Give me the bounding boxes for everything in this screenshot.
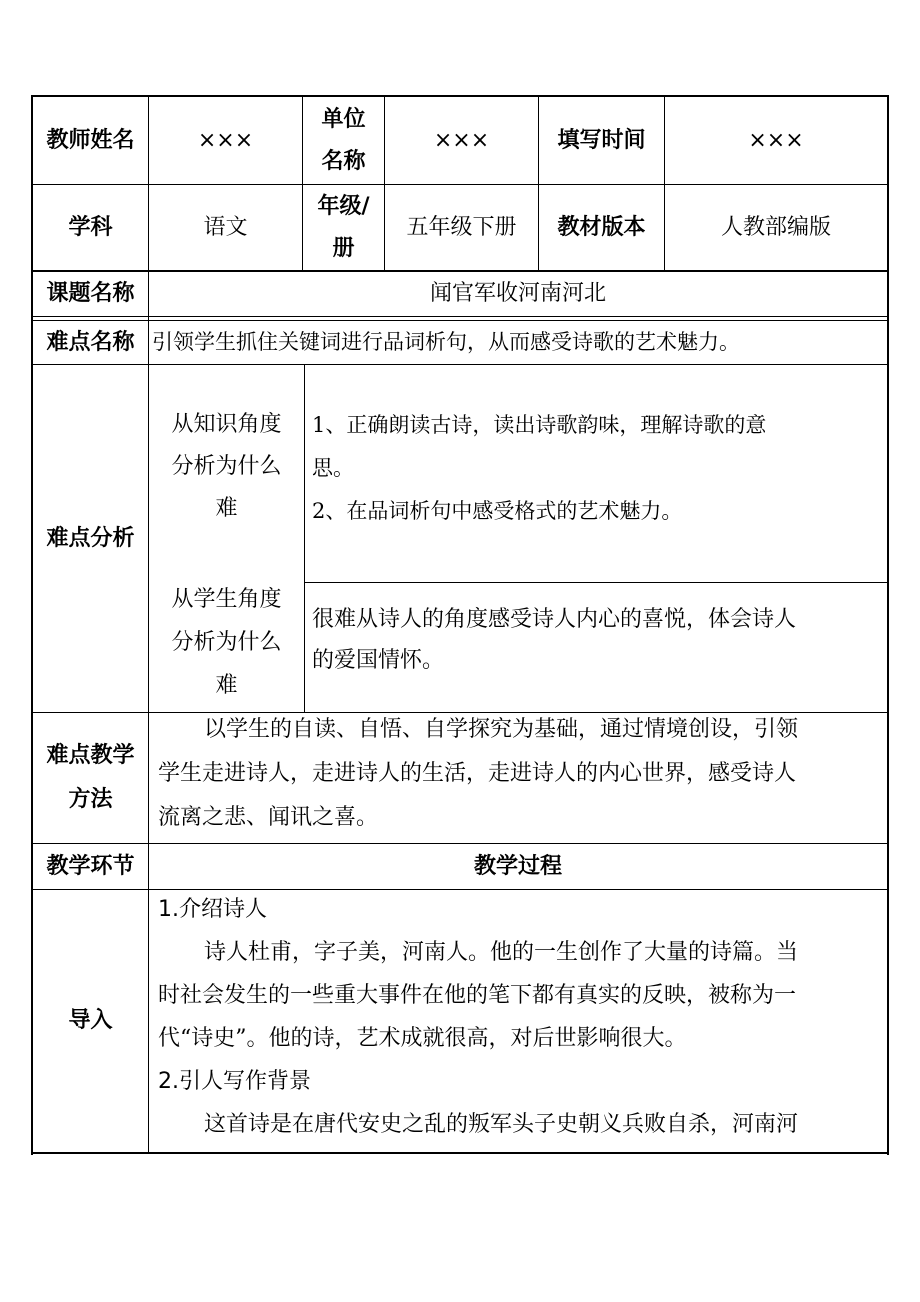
teaching-method-label-line1: 难点教学	[46, 743, 135, 768]
method-content-line: 流离之悲、闻讯之喜。	[158, 805, 379, 830]
student-angle-label-line: 分析为什么	[171, 630, 282, 655]
fill-time-label: 填写时间	[557, 127, 646, 153]
topic-label: 课题名称	[46, 281, 135, 306]
fill-time-value: ×××	[748, 127, 804, 153]
knowledge-angle-label	[149, 404, 304, 530]
unit-name-value: ×××	[433, 127, 490, 153]
teaching-method-content	[158, 708, 884, 840]
unit-name-label-line1: 单位	[321, 106, 366, 132]
knowledge-angle-content	[312, 404, 882, 533]
method-content-line: 学生走进诗人，走进诗人的生活，走进诗人的内心世界，感受诗人	[158, 761, 797, 786]
grade-label	[303, 185, 384, 270]
student-angle-label-line: 从学生角度	[171, 587, 282, 612]
row-divider	[305, 582, 889, 583]
knowledge-content-line: 1、正确朗读古诗，读出诗歌韵味，理解诗歌的意	[312, 413, 767, 437]
intro-section1-line: 时社会发生的一些重大事件在他的笔下都有真实的反映，被称为一	[158, 983, 797, 1008]
knowledge-content-line: 思。	[312, 456, 354, 480]
intro-section1-title: 1.介绍诗人	[158, 897, 267, 922]
teaching-method-label-line2: 方法	[68, 787, 113, 812]
textbook-edition-label: 教材版本	[557, 214, 646, 240]
knowledge-content-line: 2、在品词析句中感受格式的艺术魅力。	[312, 499, 683, 523]
grade-value: 五年级下册	[406, 214, 517, 240]
analysis-label: 难点分析	[46, 525, 135, 551]
subject-value: 语文	[203, 214, 248, 240]
student-angle-label	[149, 578, 304, 707]
teaching-method-label	[33, 713, 148, 843]
method-content-line: 以学生的自读、自悟、自学探究为基础，通过情境创设，引领	[204, 717, 799, 742]
topic-value: 闻官军收河南河北	[429, 281, 606, 306]
unit-name-label	[303, 97, 384, 184]
row-divider	[31, 1152, 889, 1154]
grade-label-line1: 年级/	[317, 193, 370, 219]
teacher-name-value: ×××	[197, 127, 254, 153]
intro-section2-line: 这首诗是在唐代安史之乱的叛军头子史朝义兵败自杀，河南河	[204, 1112, 799, 1137]
intro-section1-line: 诗人杜甫，字子美，河南人。他的一生创作了大量的诗篇。当	[204, 940, 799, 965]
unit-name-label-line2: 名称	[321, 148, 366, 174]
student-content-line: 很难从诗人的角度感受诗人内心的喜悦，体会诗人	[312, 607, 797, 632]
column-divider	[304, 365, 305, 713]
knowledge-angle-label-line: 分析为什么	[171, 454, 282, 479]
difficulty-value: 引领学生抓住关键词进行品词析句，从而感受诗歌的艺术魅力。	[152, 330, 740, 354]
intro-content	[158, 888, 884, 1146]
subject-label: 学科	[68, 214, 113, 240]
knowledge-angle-label-line: 从知识角度	[171, 412, 282, 437]
student-content-line: 的爱国情怀。	[312, 648, 445, 673]
teacher-name-label: 教师姓名	[46, 127, 135, 153]
difficulty-label: 难点名称	[46, 329, 135, 355]
intro-section2-title: 2.引人写作背景	[158, 1069, 311, 1094]
grade-label-line2: 册	[332, 235, 355, 261]
intro-stage-label: 导入	[68, 1008, 113, 1033]
student-angle-label-line: 难	[215, 673, 238, 698]
row-divider	[31, 316, 889, 317]
teaching-stage-header: 教学环节	[46, 853, 135, 879]
knowledge-angle-label-line: 难	[215, 496, 238, 521]
textbook-edition-value: 人教部编版	[720, 214, 831, 240]
student-angle-content	[312, 599, 882, 681]
teaching-process-header: 教学过程	[473, 853, 562, 879]
intro-section1-line: 代“诗史”。他的诗，艺术成就很高，对后世影响很大。	[158, 1026, 687, 1051]
row-divider	[31, 364, 889, 365]
